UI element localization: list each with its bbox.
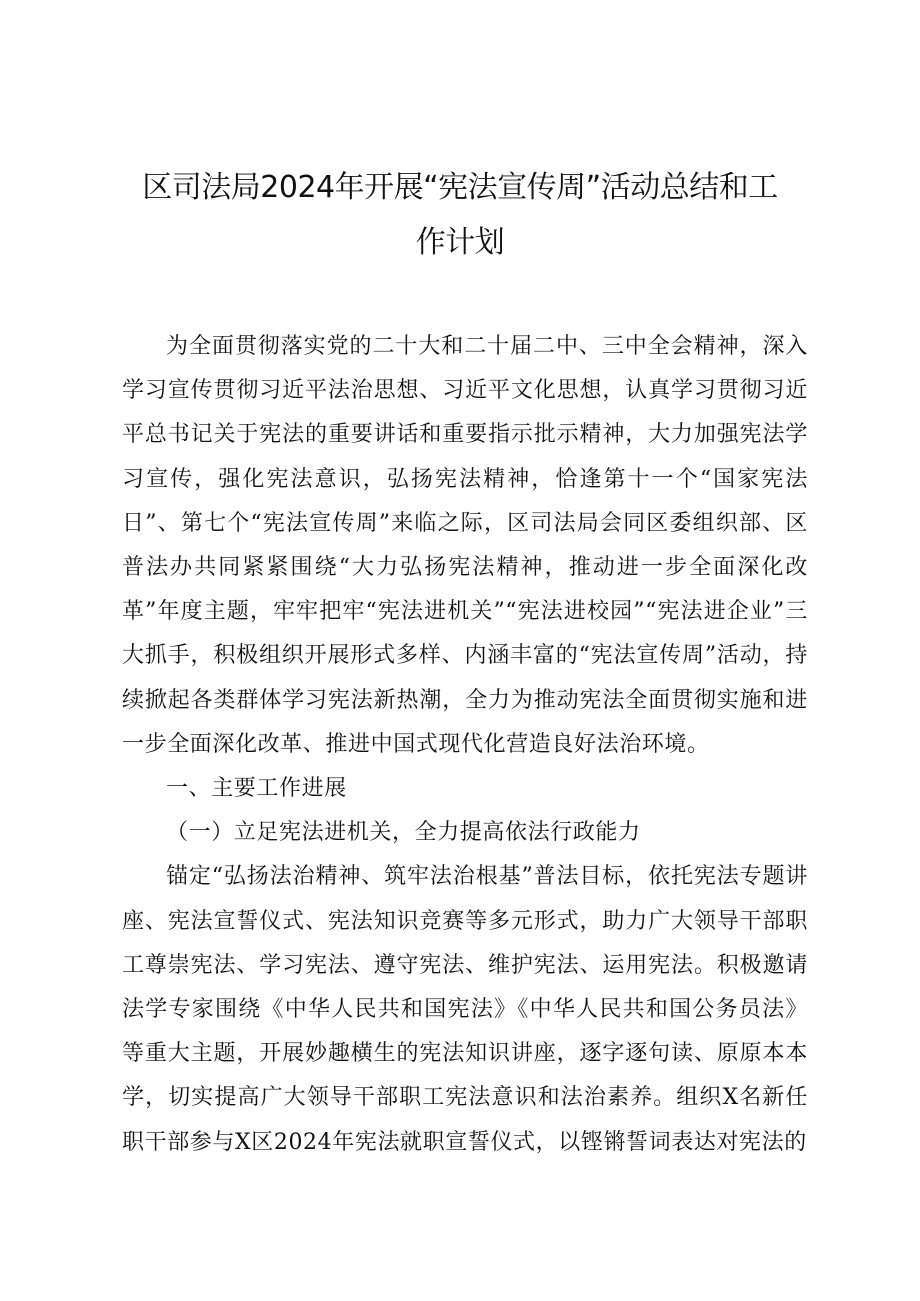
subsection-heading: （一）立足宪法进机关，全力提高依法行政能力	[166, 820, 641, 846]
subsection-paragraph: 锚定“弘扬法治精神、筑牢法治根基”普法目标，依托宪法专题讲座、宪法宣誓仪式、宪法知识竞赛等多元形式，助力广大领导干部职工尊崇宪法、学习宪法、遵守宪法、维护宪法、运用宪法。积极邀请法学专家围绕《中华人民共和国宪法》《中华人民共和国公务员法》等重大主题，开展妙趣横生的宪法知识讲座，逐字逐句读、原原本本学，切实提高广大领导干部职工宪法意识和法治素养。组织X名新任职干部参与X区2024年宪法就职宣誓仪式，以铿锵誓词表达对宪法的	[122, 864, 808, 1155]
document-title: 区司法局2024年开展“宪法宣传周”活动总结和工作计划	[142, 170, 778, 260]
document-body	[122, 325, 808, 1165]
intro-paragraph: 为全面贯彻落实党的二十大和二十届二中、三中全会精神，深入学习宣传贯彻习近平法治思想、习近平文化思想，认真学习贯彻习近平总书记关于宪法的重要讲话和重要指示批示精神，大力加强宪法学习宣传，强化宪法意识，弘扬宪法精神，恰逢第十一个“国家宪法日”、第七个“宪法宣传周”来临之际，区司法局会同区委组织部、区普法办共同紧紧围绕“大力弘扬宪法精神，推动进一步全面深化改革”年度主题，牢牢把牢“宪法进机关”“宪法进校园”“宪法进企业”三大抓手，积极组织开展形式多样、内涵丰富的“宪法宣传周”活动，持续掀起各类群体学习宪法新热潮，全力为推动宪法全面贯彻实施和进一步全面深化改革、推进中国式现代化营造良好法治环境。	[122, 334, 808, 757]
section-heading: 一、主要工作进展	[166, 776, 347, 802]
